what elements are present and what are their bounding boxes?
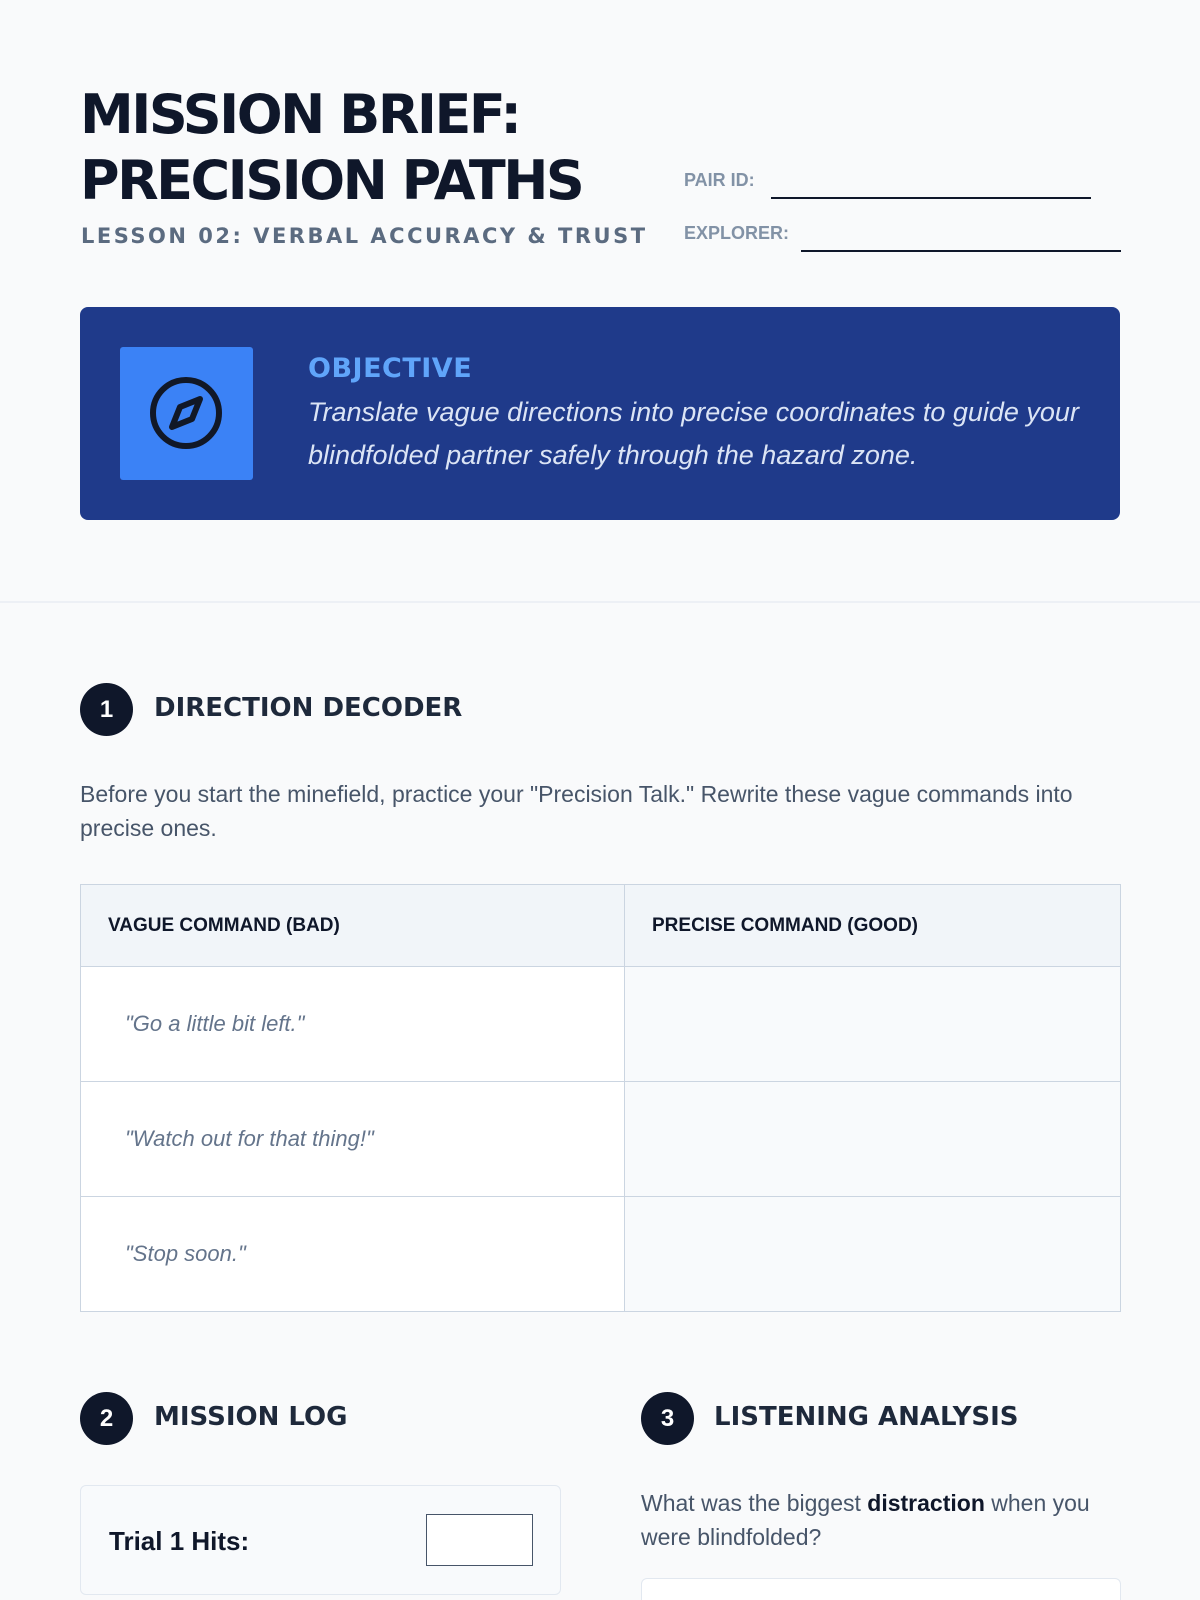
title-line-2: PRECISION PATHS — [80, 149, 583, 212]
objective-heading: OBJECTIVE — [308, 353, 473, 384]
question-text-end: when you were blindfolded? — [641, 1490, 1090, 1550]
column-header-vague: VAGUE COMMAND (BAD) — [81, 885, 625, 967]
pair-id-label: PAIR ID: — [684, 170, 755, 190]
vague-command-cell: "Watch out for that thing!" — [81, 1082, 625, 1197]
vague-command-cell: "Stop soon." — [81, 1197, 625, 1312]
trial-1-hits-input[interactable] — [426, 1514, 533, 1566]
column-header-precise: PRECISE COMMAND (GOOD) — [625, 885, 1121, 967]
mission-log-card — [80, 1485, 561, 1595]
step-number-2: 2 — [80, 1392, 133, 1445]
section-intro: Before you start the minefield, practice your "Precision Talk." Rewrite these vague commands into precise ones. — [80, 781, 1073, 841]
page-title — [80, 82, 582, 214]
listening-question — [641, 1486, 1121, 1554]
lesson-subtitle: LESSON 02: VERBAL ACCURACY & TRUST — [81, 224, 648, 248]
precise-command-cell[interactable] — [625, 967, 1121, 1082]
section-title-direction-decoder: DIRECTION DECODER — [154, 693, 463, 723]
trial-1-hits-label: Trial 1 Hits: — [109, 1526, 250, 1556]
table-header-row — [81, 885, 1121, 967]
explorer-input[interactable] — [801, 250, 1121, 252]
precise-command-cell[interactable] — [625, 1082, 1121, 1197]
question-text-start: What was the biggest — [641, 1490, 868, 1516]
table-row — [81, 967, 1121, 1082]
direction-decoder-table — [80, 884, 1121, 1312]
precise-command-cell[interactable] — [625, 1197, 1121, 1312]
section-title-listening-analysis: LISTENING ANALYSIS — [714, 1402, 1019, 1432]
step-number-1: 1 — [80, 683, 133, 736]
table-row — [81, 1197, 1121, 1312]
table-row — [81, 1082, 1121, 1197]
section-divider — [0, 601, 1200, 603]
question-emphasis: distraction — [867, 1490, 985, 1516]
pair-id-input[interactable] — [771, 197, 1091, 199]
explorer-label: EXPLORER: — [684, 223, 790, 243]
vague-command-cell: "Go a little bit left." — [81, 967, 625, 1082]
section-title-mission-log: MISSION LOG — [154, 1402, 348, 1432]
objective-icon-box — [120, 347, 253, 480]
step-number-3: 3 — [641, 1392, 694, 1445]
objective-text: Translate vague directions into precise coordinates to guide your blindfolded partner safely through the hazard zone. — [308, 397, 1079, 470]
objective-banner — [80, 307, 1120, 520]
listening-answer-box[interactable] — [641, 1578, 1121, 1600]
title-line-1: MISSION BRIEF: — [80, 83, 520, 146]
